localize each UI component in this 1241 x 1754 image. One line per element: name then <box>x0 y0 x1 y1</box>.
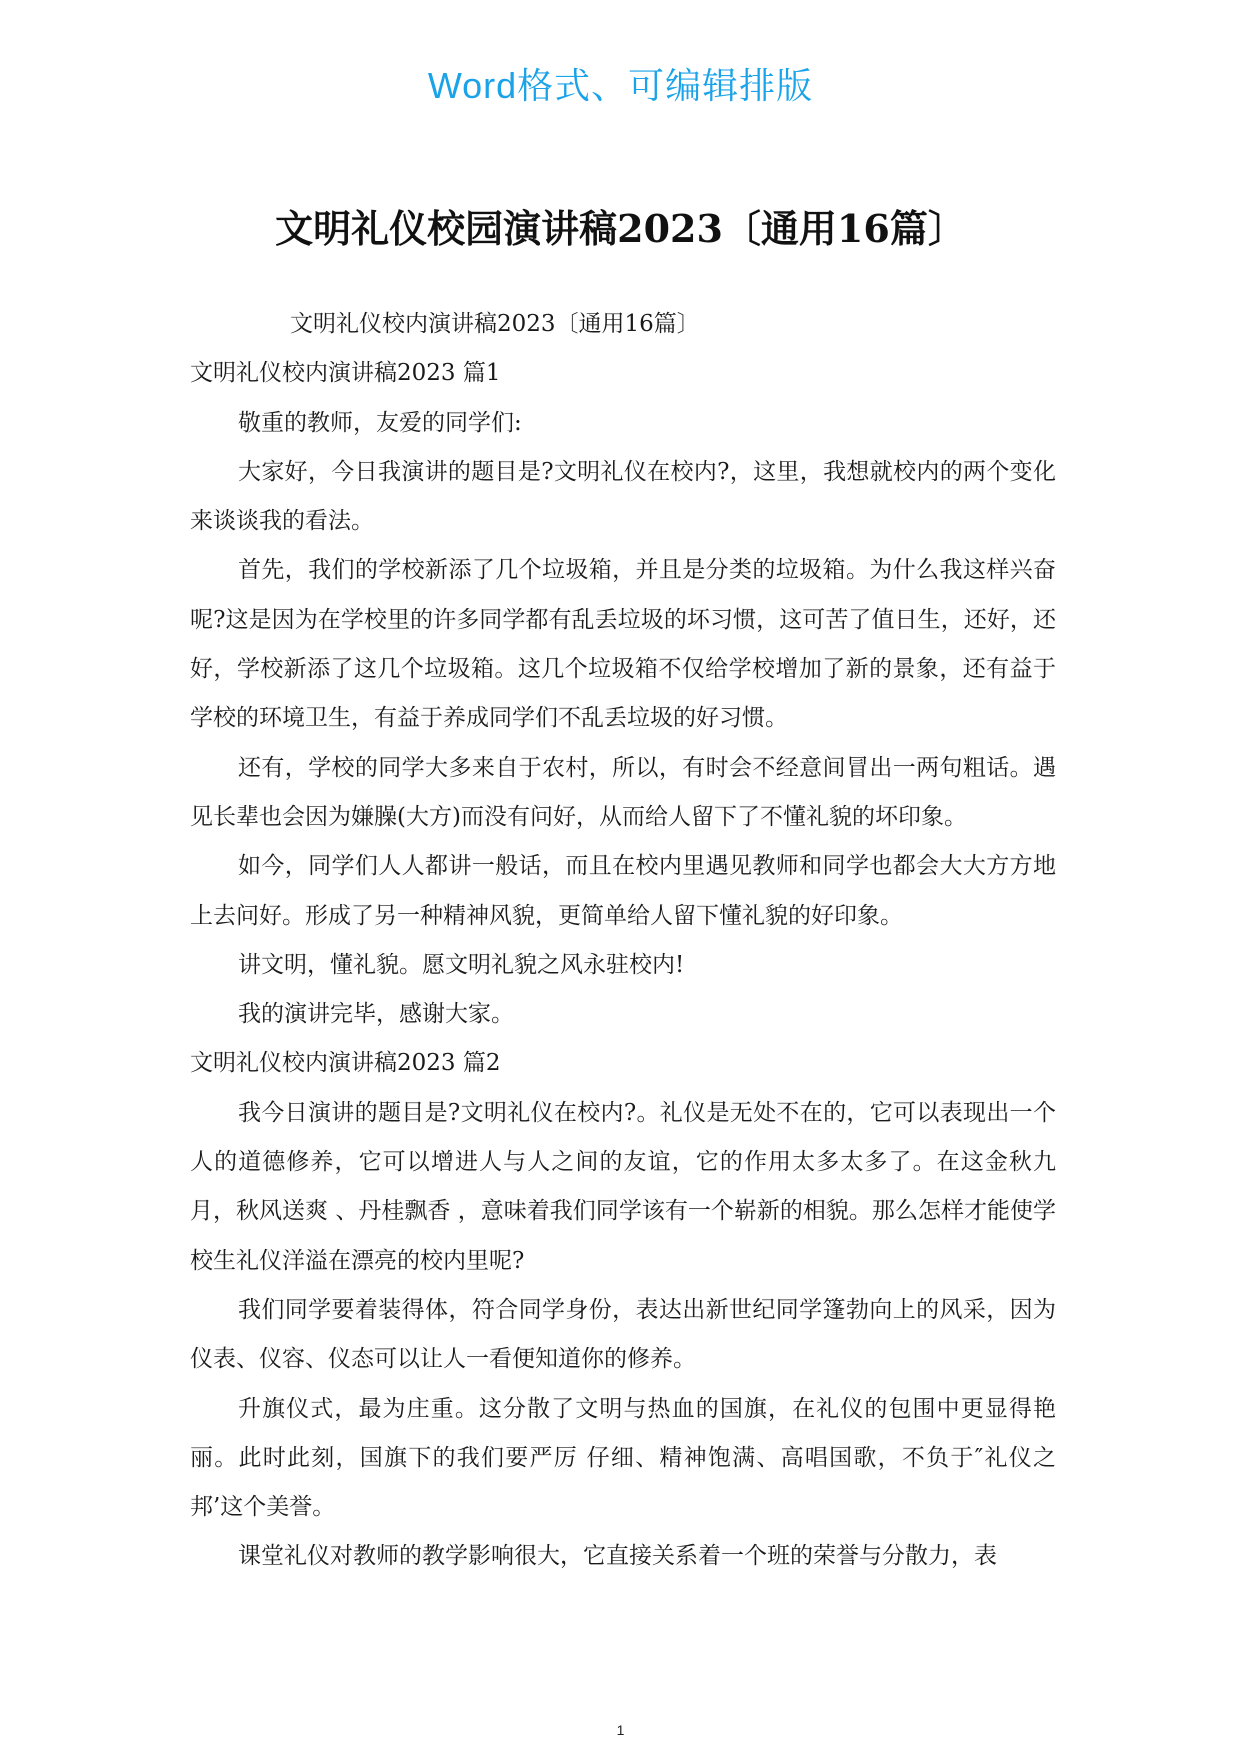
paragraph: 如今，同学们人人都讲一般话，而且在校内里遇见教师和同学也都会大大方方地上去问好。形成了另一种精神风貌，更简单给人留下懂礼貌的好印象。 <box>190 853 1056 929</box>
page-number: 1 <box>616 1722 625 1738</box>
section-heading-2: 文明礼仪校内演讲稿2023 篇2 <box>190 1050 501 1077</box>
paragraph: 大家好，今日我演讲的题目是?文明礼仪在校内?，这里，我想就校内的两个变化来谈谈我的看法。 <box>190 458 1056 535</box>
paragraph: 还有，学校的同学大多来自于农村，所以，有时会不经意间冒出一两句粗话。遇见长辈也会因为嫌臊(大方)而没有问好，从而给人留下了不懂礼貌的坏印象。 <box>190 754 1056 830</box>
paragraph: 敬重的教师，友爱的同学们: <box>238 409 522 436</box>
paragraph: 我的演讲完毕，感谢大家。 <box>238 1001 514 1028</box>
paragraph: 我们同学要着装得体，符合同学身份，表达出新世纪同学篷勃向上的风采，因为仪表、仪容、仪态可以让人一看便知道你的修养。 <box>190 1296 1056 1373</box>
header-banner: Word格式、可编辑排版 <box>427 65 814 106</box>
section-heading-1: 文明礼仪校内演讲稿2023 篇1 <box>190 360 501 387</box>
document-body <box>190 300 1056 1582</box>
paragraph: 课堂礼仪对教师的教学影响很大，它直接关系着一个班的荣誉与分散力，表 <box>238 1543 997 1570</box>
document-title: 文明礼仪校园演讲稿2023〔通用16篇〕 <box>275 206 966 251</box>
paragraph: 讲文明，懂礼貌。愿文明礼貌之风永驻校内! <box>238 951 685 978</box>
paragraph: 升旗仪式，最为庄重。这分散了文明与热血的国旗，在礼仪的包围中更显得艳丽。此时此刻，国旗下的我们要严厉 仔细、精神饱满、高唱国歌，不负于″礼仪之邦’这个美誉。 <box>190 1395 1056 1521</box>
document-subtitle: 文明礼仪校内演讲稿2023〔通用16篇〕 <box>290 311 700 337</box>
paragraph: 我今日演讲的题目是?文明礼仪在校内?。礼仪是无处不在的，它可以表现出一个人的道德修养，它可以增进人与人之间的友谊，它的作用太多太多了。在这金秋九月，秋风送爽 、丹桂飘香 ，意味着我们同学该有一个崭新的相貌。那么怎样才能使学校生礼仪洋溢在漂亮的校内里呢? <box>190 1099 1056 1274</box>
paragraph: 首先，我们的学校新添了几个垃圾箱，并且是分类的垃圾箱。为什么我这样兴奋呢?这是因为在学校里的许多同学都有乱丢垃圾的坏习惯，这可苦了值日生，还好，还好，学校新添了这几个垃圾箱。这几个垃圾箱不仅给学校增加了新的景象，还有益于学校的环境卫生，有益于养成同学们不乱丢垃圾的好习惯。 <box>190 557 1056 732</box>
